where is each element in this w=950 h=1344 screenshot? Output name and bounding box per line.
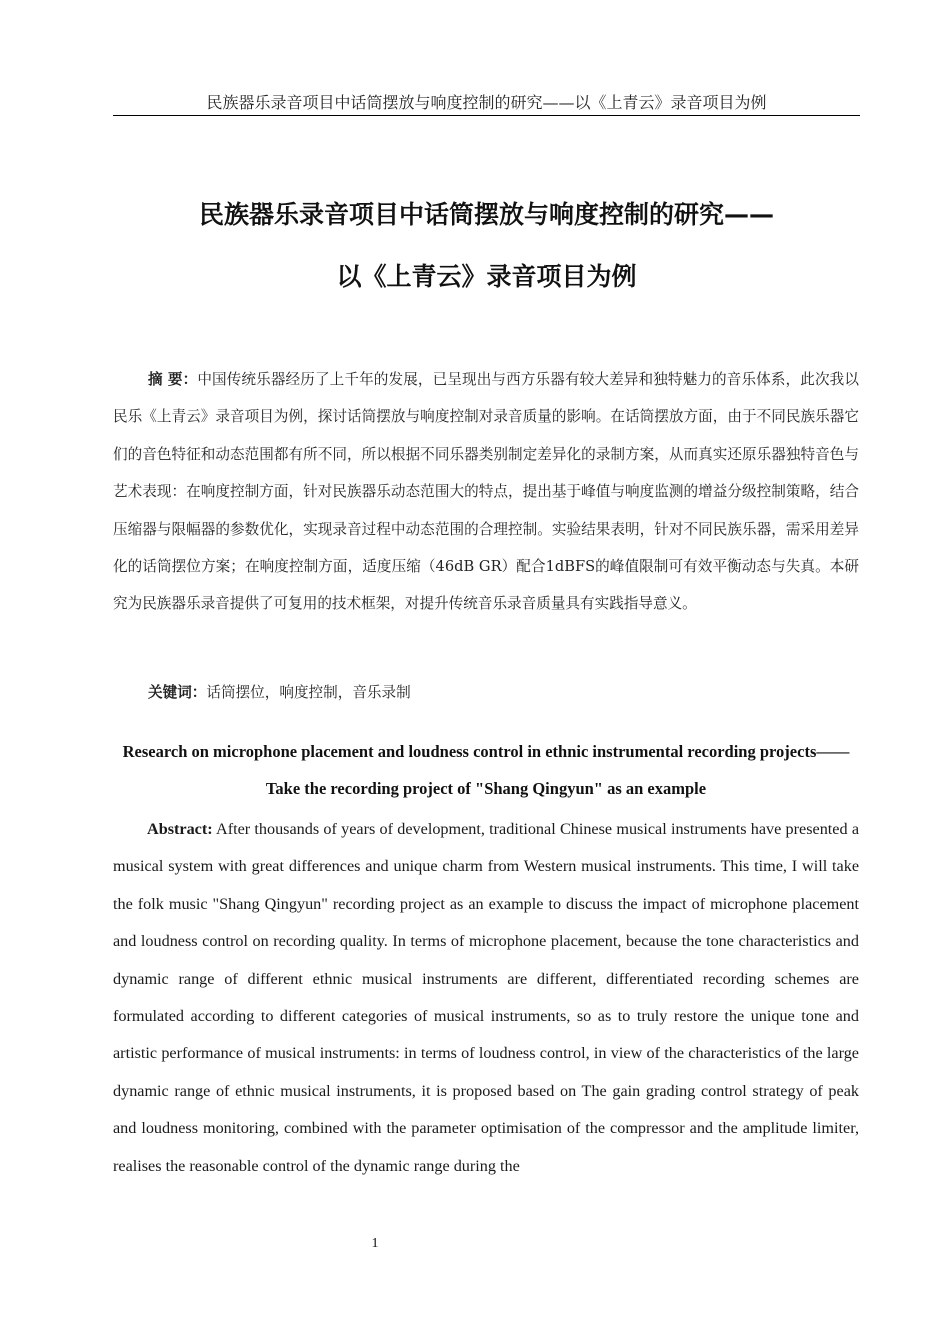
english-abstract: [113, 811, 859, 1185]
chinese-title: [113, 197, 860, 295]
chinese-abstract-text: 中国传统乐器经历了上千年的发展，已呈现出与西方乐器有较大差异和独特魅力的音乐体系，此次我以民乐《上青云》录音项目为例，探讨话筒摆放与响度控制对录音质量的影响。在话筒摆放方面，由于不同民族乐器它们的音色特征和动态范围都有所不同，所以根据不同乐器类别制定差异化的录制方案，从而真实还原乐器独特音色与艺术表现：在响度控制方面，针对民族器乐动态范围大的特点，提出基于峰值与响度监测的增益分级控制策略，结合压缩器与限幅器的参数优化，实现录音过程中动态范围的合理控制。实验结果表明，针对不同民族乐器，需采用差异化的话筒摆位方案；在响度控制方面，适度压缩（46dB GR）配合1dBFS的峰值限制可有效平衡动态与失真。本研究为民族器乐录音提供了可复用的技术框架，对提升传统音乐录音质量具有实践指导意义。: [113, 371, 859, 613]
chinese-keywords: [148, 680, 858, 706]
english-title-line-2: Take the recording project of "Shang Qingyun" as an example: [265, 779, 707, 798]
chinese-abstract-label: 摘 要：: [148, 371, 198, 388]
chinese-keywords-text: 话筒摆位，响度控制，音乐录制: [206, 684, 411, 701]
chinese-title-line-1: 民族器乐录音项目中话筒摆放与响度控制的研究——: [198, 200, 774, 229]
english-title: [113, 740, 859, 801]
english-abstract-label: Abstract:: [147, 820, 213, 838]
english-title-line-1: Research on microphone placement and loudness control in ethnic instrumental recording projects——: [122, 742, 850, 761]
english-abstract-text: After thousands of years of development, traditional Chinese musical instruments have presented a musical system with great differences and unique charm from Western musical instruments. This time, I will take the folk music "Shang Qingyun" recording project as an example to discuss the impact of microphone placement and loudness control on recording quality. In terms of microphone placement, because the tone characteristics and dynamic range of different ethnic musical instruments are different, differentiated recording schemes are formulated according to different categories of musical instruments, so as to truly restore the unique tone and artistic performance of musical instruments: in terms of loudness control, in view of the characteristics of the large dynamic range of ethnic musical instruments, it is proposed based on The gain grading control strategy of peak and loudness monitoring, combined with the parameter optimisation of the compressor and the amplitude limiter, realises the reasonable control of the dynamic range during the: [113, 820, 859, 1175]
chinese-title-line-2: 以《上青云》录音项目为例: [336, 262, 637, 291]
page-number: 1: [371, 1236, 379, 1251]
chinese-keywords-label: 关键词：: [148, 684, 207, 701]
chinese-abstract: [113, 361, 859, 623]
running-header: 民族器乐录音项目中话筒摆放与响度控制的研究——以《上青云》录音项目为例: [113, 92, 860, 116]
